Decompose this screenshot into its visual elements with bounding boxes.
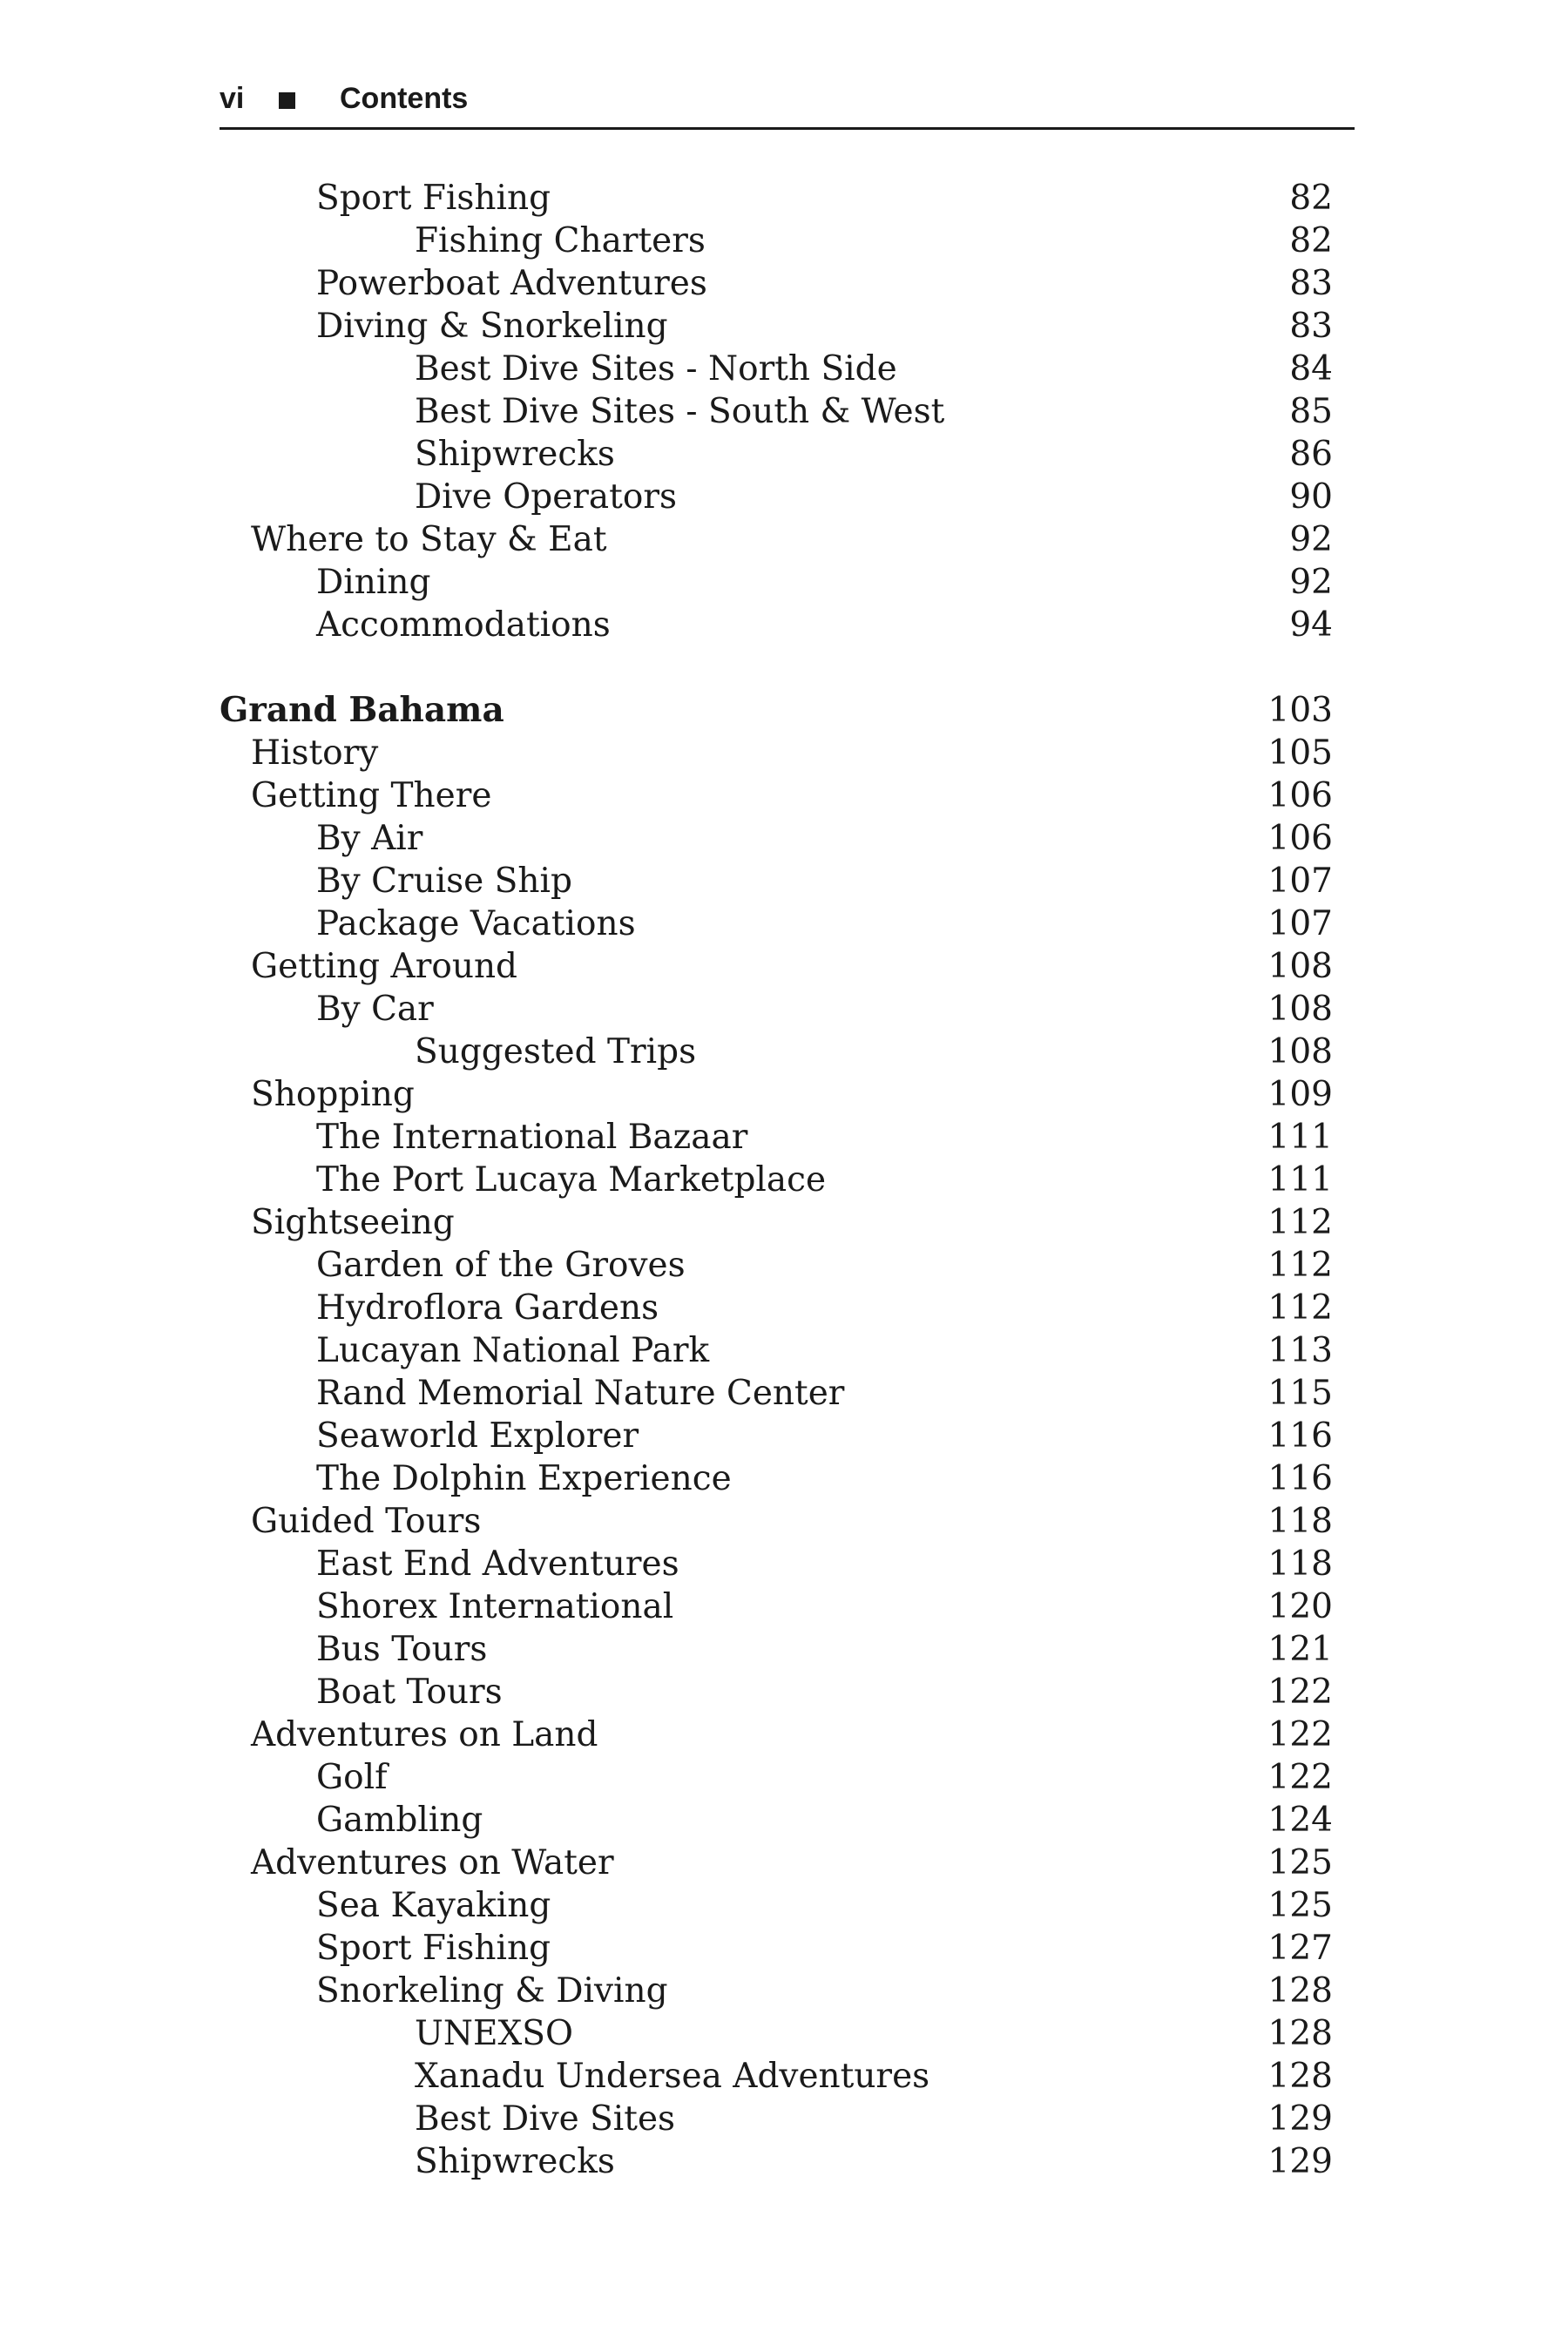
toc-entry xyxy=(220,1116,1333,1159)
toc-entry-page: 82 xyxy=(1289,221,1333,260)
toc-entry-page: 129 xyxy=(1267,2142,1333,2181)
toc-entry xyxy=(220,1842,1333,1884)
toc-entry-page: 122 xyxy=(1267,1715,1333,1754)
toc-entry xyxy=(220,902,1333,945)
toc-entry-title: Snorkeling & Diving xyxy=(316,1971,668,2011)
toc-entry-title: Where to Stay & Eat xyxy=(251,520,607,559)
toc-entry-title: Accommodations xyxy=(316,605,611,645)
toc-entry-title: Hydroflora Gardens xyxy=(316,1288,659,1328)
toc-entry xyxy=(220,177,1333,220)
toc-entry-page: 118 xyxy=(1267,1502,1333,1541)
toc-entry-title: Adventures on Land xyxy=(251,1715,598,1754)
toc-entry-title: Boat Tours xyxy=(316,1673,503,1712)
toc-entry-title: Package Vacations xyxy=(316,904,636,943)
toc-entry-title: Guided Tours xyxy=(251,1502,482,1541)
toc-entry xyxy=(220,1031,1333,1073)
toc-entry-page: 127 xyxy=(1267,1929,1333,1968)
toc-entry xyxy=(220,1287,1333,1329)
toc-entry-page: 107 xyxy=(1267,862,1333,901)
toc-entry-page: 125 xyxy=(1267,1843,1333,1882)
toc-entry-title: Best Dive Sites - South & West xyxy=(415,392,945,431)
toc-chapter-title: Grand Bahama xyxy=(220,690,504,730)
toc-chapter-page: 103 xyxy=(1267,691,1333,730)
toc-entry-title: Golf xyxy=(316,1758,388,1797)
toc-entry-title: Bus Tours xyxy=(316,1630,488,1669)
toc-entry-title: By Cruise Ship xyxy=(316,862,572,901)
toc-entry-title: Seaworld Explorer xyxy=(316,1416,639,1456)
toc-entry-title: Shorex International xyxy=(316,1587,674,1626)
toc-entry-page: 125 xyxy=(1267,1886,1333,1925)
toc-entry xyxy=(220,988,1333,1031)
toc-entry-page: 111 xyxy=(1267,1160,1333,1200)
toc-entry-page: 113 xyxy=(1267,1331,1333,1370)
toc-entry-title: Diving & Snorkeling xyxy=(316,307,668,346)
toc-entry xyxy=(220,1500,1333,1543)
toc-entry-page: 92 xyxy=(1289,520,1333,559)
toc-entry xyxy=(220,518,1333,561)
toc-entry xyxy=(220,1799,1333,1842)
toc-entry-page: 120 xyxy=(1267,1587,1333,1626)
toc-entry-title: Shipwrecks xyxy=(415,435,615,474)
toc-entry-title: Gambling xyxy=(316,1801,483,1840)
running-header xyxy=(220,78,1355,130)
toc-entry-page: 83 xyxy=(1289,264,1333,303)
toc-entry-title: Best Dive Sites - North Side xyxy=(415,349,897,389)
toc-entry xyxy=(220,732,1333,774)
toc-entry xyxy=(220,262,1333,305)
toc-entry-title: The Dolphin Experience xyxy=(316,1459,732,1498)
toc-chapter xyxy=(220,689,1333,732)
toc-entry-page: 106 xyxy=(1267,776,1333,815)
toc-entry xyxy=(220,2012,1333,2055)
toc-entry-title: By Air xyxy=(316,819,423,858)
toc-entry-page: 86 xyxy=(1289,435,1333,474)
toc-entry-title: East End Adventures xyxy=(316,1544,679,1584)
toc-entry-page: 111 xyxy=(1267,1118,1333,1157)
toc-entry-page: 129 xyxy=(1267,2099,1333,2139)
toc-entry-page: 82 xyxy=(1289,179,1333,218)
toc-entry-page: 94 xyxy=(1289,605,1333,645)
toc-entry xyxy=(220,1628,1333,1671)
toc-entry-page: 105 xyxy=(1267,733,1333,773)
toc-entry-title: Sport Fishing xyxy=(316,1929,551,1968)
toc-entry xyxy=(220,945,1333,988)
toc-entry xyxy=(220,433,1333,476)
toc-entry-title: Best Dive Sites xyxy=(415,2099,676,2139)
toc-entry xyxy=(220,1457,1333,1500)
toc-entry-title: Lucayan National Park xyxy=(316,1331,710,1370)
toc-entry-title: Dive Operators xyxy=(415,477,677,517)
toc-entry xyxy=(220,2055,1333,2098)
toc-entry xyxy=(220,1756,1333,1799)
toc-entry-title: Shopping xyxy=(251,1075,415,1114)
toc-entry-page: 107 xyxy=(1267,904,1333,943)
toc-entry xyxy=(220,1671,1333,1713)
toc-entry xyxy=(220,1415,1333,1457)
toc-entry-title: By Car xyxy=(316,990,434,1029)
toc-entry xyxy=(220,1244,1333,1287)
toc-entry-page: 112 xyxy=(1267,1203,1333,1242)
toc-entry-title: Fishing Charters xyxy=(415,221,706,260)
toc-entry-page: 128 xyxy=(1267,2057,1333,2096)
toc-entry xyxy=(220,476,1333,518)
toc-entry xyxy=(220,1159,1333,1201)
toc-entry-page: 108 xyxy=(1267,947,1333,986)
toc-entry-title: Adventures on Water xyxy=(251,1843,614,1882)
toc-entry xyxy=(220,1713,1333,1756)
toc-entry-page: 121 xyxy=(1267,1630,1333,1669)
toc-entry xyxy=(220,1201,1333,1244)
toc-spacer xyxy=(220,646,1333,689)
toc-entry-title: Rand Memorial Nature Center xyxy=(316,1374,845,1413)
toc-entry xyxy=(220,2098,1333,2140)
toc-entry-title: Garden of the Groves xyxy=(316,1246,686,1285)
toc-entry-page: 115 xyxy=(1267,1374,1333,1413)
toc-entry-page: 108 xyxy=(1267,1032,1333,1071)
toc-entry xyxy=(220,1970,1333,2012)
toc-entry-page: 116 xyxy=(1267,1416,1333,1456)
toc-entry-page: 124 xyxy=(1267,1801,1333,1840)
toc-entry-page: 128 xyxy=(1267,1971,1333,2011)
toc-entry-page: 85 xyxy=(1289,392,1333,431)
table-of-contents xyxy=(220,177,1333,2183)
toc-entry-page: 116 xyxy=(1267,1459,1333,1498)
toc-entry-page: 122 xyxy=(1267,1673,1333,1712)
toc-entry xyxy=(220,561,1333,604)
toc-entry xyxy=(220,1073,1333,1116)
toc-entry-page: 112 xyxy=(1267,1288,1333,1328)
toc-entry-page: 108 xyxy=(1267,990,1333,1029)
toc-entry xyxy=(220,1329,1333,1372)
toc-entry xyxy=(220,604,1333,646)
toc-entry xyxy=(220,1927,1333,1970)
toc-entry xyxy=(220,774,1333,817)
toc-entry xyxy=(220,1372,1333,1415)
running-header-title: Contents xyxy=(340,82,469,115)
toc-entry-title: Dining xyxy=(316,563,431,602)
toc-entry-page: 109 xyxy=(1267,1075,1333,1114)
toc-entry-title: Sea Kayaking xyxy=(316,1886,551,1925)
toc-entry-title: Sightseeing xyxy=(251,1203,455,1242)
toc-entry-title: UNEXSO xyxy=(415,2014,573,2053)
toc-entry-title: The Port Lucaya Marketplace xyxy=(316,1160,827,1200)
toc-entry-page: 92 xyxy=(1289,563,1333,602)
toc-entry xyxy=(220,1884,1333,1927)
toc-entry-title: Xanadu Undersea Adventures xyxy=(415,2057,930,2096)
toc-entry xyxy=(220,860,1333,902)
toc-entry-title: Getting Around xyxy=(251,947,518,986)
toc-entry-page: 112 xyxy=(1267,1246,1333,1285)
toc-entry xyxy=(220,1543,1333,1585)
toc-entry-title: History xyxy=(251,733,379,773)
toc-entry-title: Powerboat Adventures xyxy=(316,264,707,303)
toc-entry-page: 118 xyxy=(1267,1544,1333,1584)
toc-entry xyxy=(220,220,1333,262)
toc-entry-title: Shipwrecks xyxy=(415,2142,615,2181)
toc-entry-page: 84 xyxy=(1289,349,1333,389)
toc-entry xyxy=(220,305,1333,348)
toc-entry xyxy=(220,1585,1333,1628)
page-number: vi xyxy=(220,82,245,115)
toc-entry xyxy=(220,348,1333,390)
toc-entry-title: Getting There xyxy=(251,776,492,815)
toc-entry-title: Sport Fishing xyxy=(316,179,551,218)
toc-entry xyxy=(220,390,1333,433)
toc-entry xyxy=(220,817,1333,860)
toc-entry-page: 83 xyxy=(1289,307,1333,346)
toc-entry xyxy=(220,2140,1333,2183)
square-bullet-icon xyxy=(279,92,295,109)
toc-entry-page: 122 xyxy=(1267,1758,1333,1797)
toc-entry-title: The International Bazaar xyxy=(316,1118,748,1157)
toc-entry-page: 128 xyxy=(1267,2014,1333,2053)
toc-entry-title: Suggested Trips xyxy=(415,1032,697,1071)
toc-entry-page: 90 xyxy=(1289,477,1333,517)
toc-entry-page: 106 xyxy=(1267,819,1333,858)
